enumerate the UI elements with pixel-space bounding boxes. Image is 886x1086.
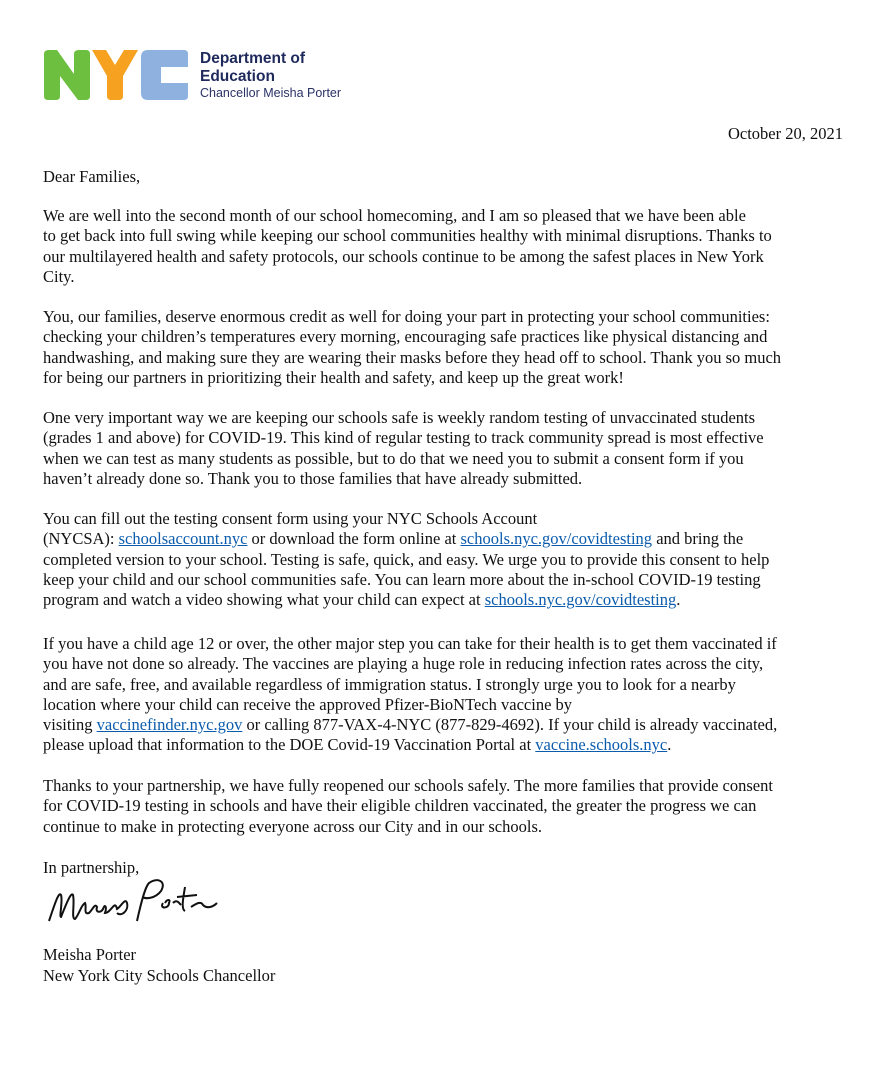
text-segment: program and watch a video showing what your child can expect at	[43, 590, 485, 610]
dept-line1: Department of	[200, 50, 306, 67]
text-segment: or download the form online at	[247, 529, 461, 549]
text-line: completed version to your school. Testing is safe, quick, and easy. We urge you to provide this consent to help	[43, 549, 770, 569]
signer	[43, 944, 275, 986]
text-line: keep your child and our school communities safe. You can learn more about the in-school COVID-19 testing	[43, 569, 761, 589]
text-line: our multilayered health and safety protocols, our schools continue to be among the safest places in New York	[43, 246, 764, 266]
text-line	[43, 715, 777, 735]
text-line: We are well into the second month of our school homecoming, and I am so pleased that we have been able	[43, 206, 746, 225]
text-line: Thanks to your partnership, we have fully reopened our schools safely. The more families that provide consent	[43, 776, 773, 795]
paragraph	[43, 776, 773, 837]
department-name	[200, 50, 341, 101]
link[interactable]: schools.nyc.gov/covidtesting	[484, 590, 677, 610]
paragraph	[43, 634, 777, 756]
text-line: to get back into full swing while keeping our school communities healthy with minimal disruptions. Thanks to	[43, 226, 772, 246]
text-line: One very important way we are keeping our schools safe is weekly random testing of unvaccinated students	[43, 408, 756, 427]
signature	[45, 873, 220, 938]
signature-icon	[45, 873, 220, 933]
text-line: for being our partners in prioritizing their health and safety, and keep up the great work!	[43, 367, 624, 387]
text-line: checking your children’s temperatures every morning, encouraging safe practices like physical distancing and	[43, 327, 768, 347]
nyc-logo-icon	[44, 50, 190, 100]
text-line	[43, 529, 769, 549]
nyc-logo	[44, 50, 190, 100]
text-line: for COVID-19 testing in schools and have their eligible children vaccinated, the greater the progress we can	[43, 796, 757, 816]
text-line: You, our families, deserve enormous credit as well for doing your part in protecting your school communities:	[43, 307, 770, 326]
text-segment: .	[667, 735, 672, 755]
paragraph	[43, 206, 772, 287]
paragraph	[43, 509, 769, 610]
text-segment: please upload that information to the DOE Covid-19 Vaccination Portal at	[43, 735, 536, 755]
text-line: location where your child can receive the approved Pfizer-BioNTech vaccine by	[43, 694, 573, 714]
text-line: You can fill out the testing consent form using your NYC Schools Account	[43, 509, 538, 528]
text-segment: and bring the	[652, 529, 744, 549]
link[interactable]: schoolsaccount.nyc	[118, 529, 248, 549]
text-line: If you have a child age 12 or over, the other major step you can take for their health is to get them vaccinated if	[43, 634, 777, 653]
signer-name: Meisha Porter	[43, 945, 137, 964]
closing: In partnership,	[43, 858, 140, 877]
text-line: you have not done so already. The vaccines are playing a huge role in reducing infection rates across the city,	[43, 654, 764, 674]
text-line: haven’t already done so. Thank you to those families that have already submitted.	[43, 468, 583, 488]
text-segment: or calling 877-VAX-4-NYC (877-829-4692). If your child is already vaccinated,	[242, 715, 778, 735]
signer-title: New York City Schools Chancellor	[43, 966, 276, 985]
letter-date: October 20, 2021	[727, 124, 843, 143]
text-line: when we can test as many students as possible, but to do that we need you to submit a consent form if you	[43, 448, 744, 468]
link[interactable]: vaccine.schools.nyc	[535, 735, 668, 755]
link[interactable]: vaccinefinder.nyc.gov	[96, 715, 243, 735]
paragraph	[43, 307, 781, 388]
text-segment: (NYCSA):	[43, 529, 119, 549]
dept-line2: Education	[200, 68, 275, 85]
text-line: continue to make in protecting everyone across our City and in our schools.	[43, 816, 543, 836]
text-line: and are safe, free, and available regardless of immigration status. I strongly urge you to look for a nearby	[43, 674, 736, 694]
text-line	[43, 735, 777, 755]
dept-chancellor: Chancellor Meisha Porter	[200, 86, 342, 100]
text-line	[43, 590, 769, 610]
text-segment: .	[676, 590, 681, 610]
text-line: handwashing, and making sure they are wearing their masks before they head off to school. Thank you so much	[43, 347, 782, 367]
text-segment: visiting	[43, 715, 97, 735]
text-line: (grades 1 and above) for COVID-19. This kind of regular testing to track community spread is most effective	[43, 428, 764, 448]
link[interactable]: schools.nyc.gov/covidtesting	[460, 529, 653, 549]
text-line: City.	[43, 266, 75, 286]
paragraph	[43, 408, 764, 489]
greeting: Dear Families,	[43, 167, 141, 186]
